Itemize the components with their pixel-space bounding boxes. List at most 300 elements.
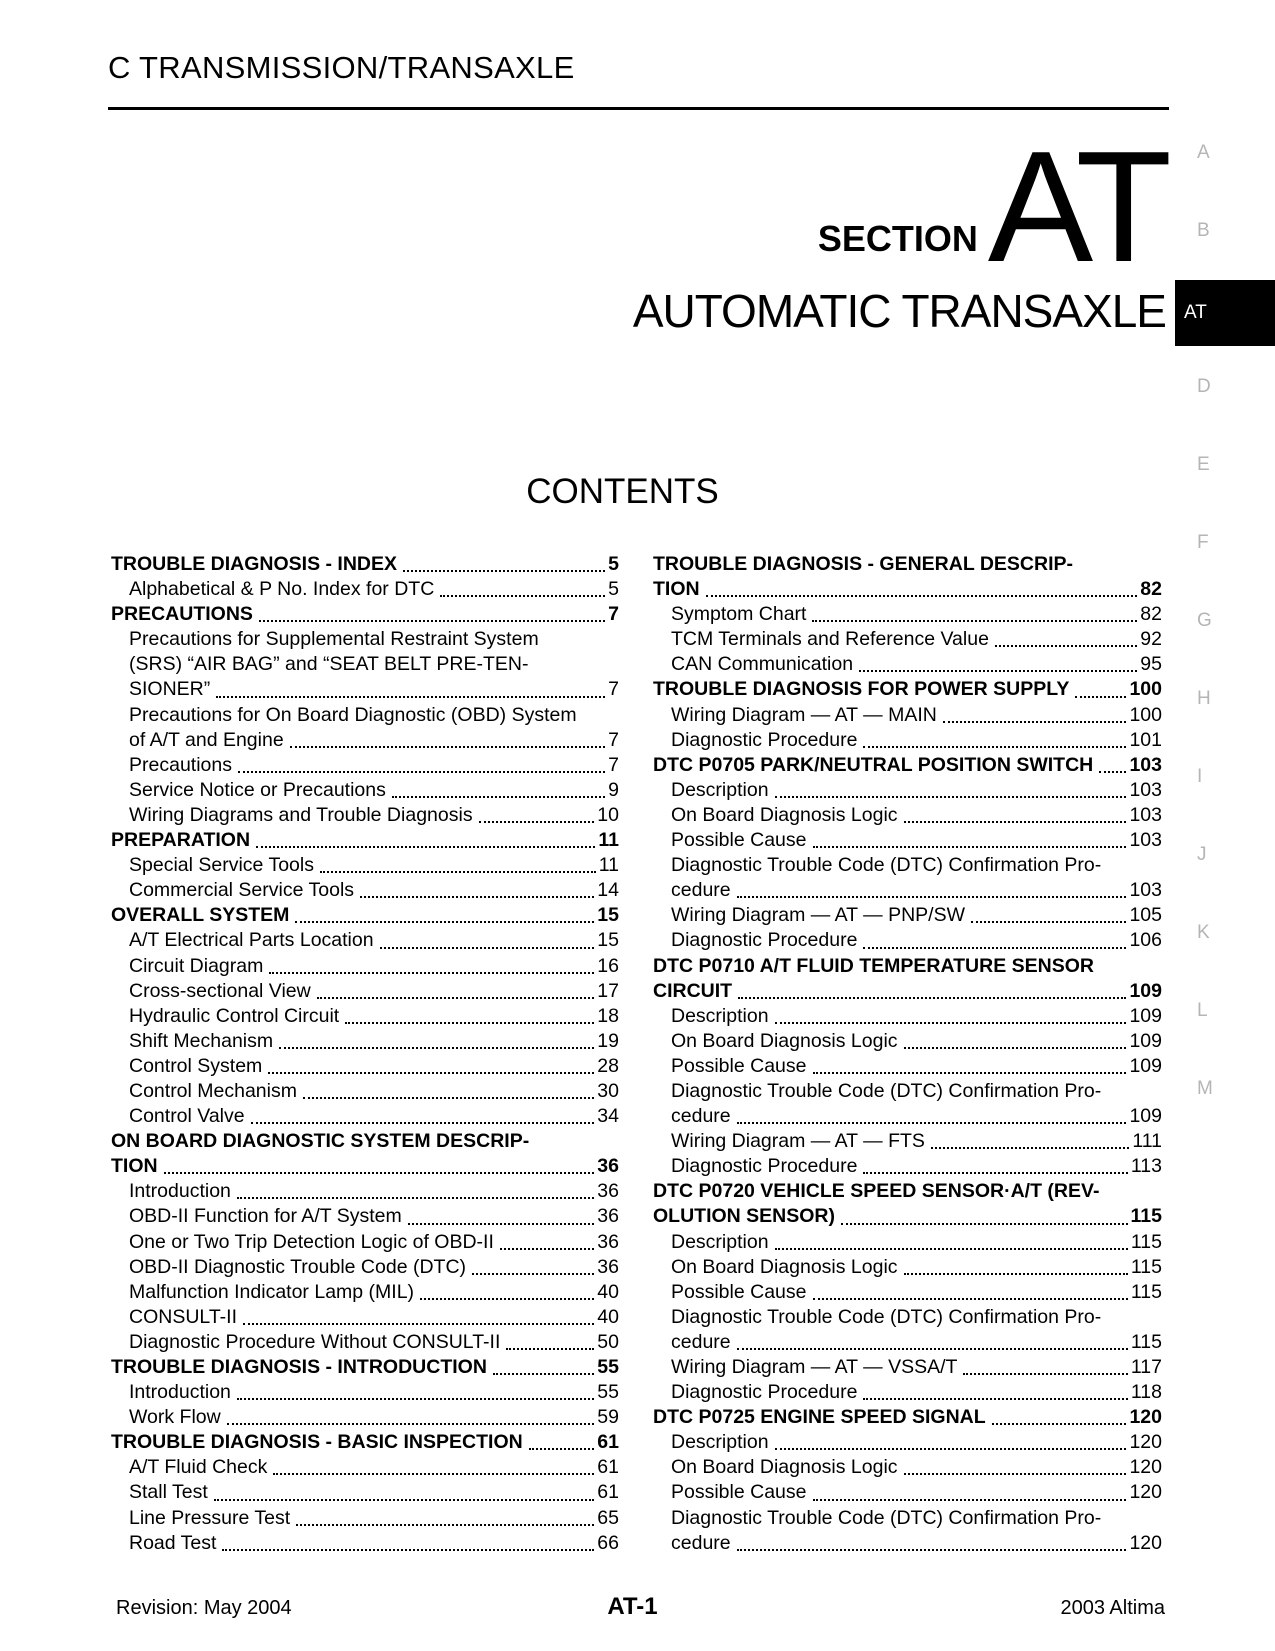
toc-entry[interactable] [653, 1104, 1162, 1129]
toc-entry-title: Wiring Diagram — AT — FTS [671, 1130, 925, 1153]
toc-entry-title: cedure [671, 879, 731, 902]
toc-entry-title: Service Notice or Precautions [129, 778, 386, 801]
toc-entry[interactable] [653, 1280, 1162, 1305]
toc-entry-title: CONSULT-II [129, 1305, 237, 1328]
toc-page-number: 16 [597, 954, 619, 977]
section-tab-b[interactable] [1175, 208, 1275, 274]
toc-leader-dots [813, 1487, 1127, 1501]
toc-entry[interactable] [111, 753, 619, 778]
toc-page-number: 17 [597, 979, 619, 1002]
toc-entry-title: cedure [671, 1105, 731, 1128]
toc-page-number: 111 [1132, 1130, 1162, 1153]
toc-page-number: 109 [1129, 1029, 1162, 1052]
toc-page-number: 7 [608, 603, 619, 626]
toc-page-number: 7 [608, 678, 619, 701]
toc-entry-title: OBD-II Diagnostic Trouble Code (DTC) [129, 1255, 467, 1278]
toc-entry-title: cedure [671, 1531, 731, 1554]
toc-entry[interactable] [111, 1330, 619, 1355]
toc-entry[interactable] [653, 627, 1162, 652]
section-tab-at[interactable] [1175, 280, 1275, 346]
toc-leader-dots [904, 1035, 1127, 1049]
toc-section-entry[interactable] [653, 677, 1162, 702]
toc-leader-dots [216, 684, 605, 698]
toc-page-number: 66 [597, 1531, 619, 1554]
toc-entry[interactable] [111, 677, 619, 702]
toc-section-entry[interactable] [653, 979, 1162, 1004]
toc-leader-dots [440, 583, 605, 597]
toc-leader-dots [317, 985, 595, 999]
section-tab-f[interactable] [1175, 520, 1275, 586]
toc-entry-title: Circuit Diagram [129, 954, 264, 977]
toc-page-number: 95 [1140, 653, 1162, 676]
toc-entry-title: Possible Cause [671, 829, 807, 852]
toc-entry-title: DTC P0725 ENGINE SPEED SIGNAL [653, 1406, 986, 1429]
toc-leader-dots [904, 809, 1127, 823]
toc-page-number: 118 [1130, 1381, 1162, 1404]
header-divider [108, 107, 1169, 110]
toc-entry[interactable] [111, 1480, 619, 1505]
toc-leader-dots [737, 1537, 1127, 1551]
toc-entry[interactable] [653, 1355, 1162, 1380]
toc-page-number: 109 [1129, 1004, 1162, 1027]
toc-entry-title: One or Two Trip Detection Logic of OBD-II [129, 1230, 494, 1253]
toc-leader-dots [392, 784, 605, 798]
toc-entry[interactable] [111, 1255, 619, 1280]
toc-section-entry[interactable] [111, 1430, 619, 1455]
toc-entry-title: TROUBLE DIAGNOSIS - INDEX [111, 553, 398, 575]
toc-page-number: 120 [1129, 1456, 1162, 1479]
toc-page-number: 34 [597, 1105, 619, 1128]
toc-entry-title: Diagnostic Procedure [671, 1155, 858, 1178]
toc-leader-dots [268, 1060, 594, 1074]
section-tab-label: A [1197, 142, 1210, 163]
toc-leader-dots [863, 734, 1126, 748]
toc-entry[interactable] [111, 979, 619, 1004]
toc-entry-title: Possible Cause [671, 1054, 807, 1077]
toc-entry-title: TROUBLE DIAGNOSIS - BASIC INSPECTION [111, 1431, 523, 1454]
toc-entry-title: Diagnostic Procedure [671, 929, 858, 952]
toc-entry-title: PREPARATION [111, 829, 251, 852]
toc-leader-dots [164, 1160, 595, 1174]
toc-entry-title: Hydraulic Control Circuit [129, 1004, 340, 1027]
toc-leader-dots [273, 1461, 594, 1475]
toc-entry-title: Wiring Diagram — AT — VSSA/T [671, 1356, 958, 1378]
toc-entry-continuation: Precautions for Supplemental Restraint System [129, 628, 539, 651]
section-tab-i[interactable] [1175, 754, 1275, 820]
toc-page-number: 109 [1129, 979, 1162, 1002]
toc-leader-dots [706, 583, 1138, 597]
toc-page-number: 61 [597, 1431, 619, 1454]
toc-entry[interactable] [653, 1054, 1162, 1079]
toc-leader-dots [222, 1537, 594, 1551]
section-tab-label: D [1197, 376, 1211, 397]
section-tab-label: B [1197, 220, 1210, 241]
toc-entry-title: A/T Electrical Parts Location [129, 929, 374, 952]
toc-page-number: 50 [597, 1330, 619, 1353]
toc-entry-title: CIRCUIT [653, 979, 733, 1002]
toc-leader-dots [904, 1261, 1128, 1275]
toc-entry-title: Description [671, 1230, 769, 1253]
toc-entry-title: PRECAUTIONS [111, 603, 253, 626]
toc-entry-title: A/T Fluid Check [129, 1456, 268, 1479]
toc-entry-title: On Board Diagnosis Logic [671, 1255, 898, 1278]
toc-section-entry[interactable] [111, 828, 619, 853]
toc-leader-dots [841, 1211, 1128, 1225]
toc-leader-dots [813, 1060, 1127, 1074]
toc-entry[interactable] [111, 1305, 619, 1330]
toc-leader-dots [738, 985, 1126, 999]
toc-entry-title: cedure [671, 1330, 731, 1353]
toc-leader-dots [931, 1135, 1129, 1149]
toc-entry[interactable] [653, 1430, 1162, 1455]
toc-entry[interactable] [653, 652, 1162, 677]
toc-entry[interactable] [111, 1506, 619, 1531]
toc-entry-title: Work Flow [129, 1406, 221, 1429]
toc-leader-dots [243, 1311, 594, 1325]
section-word: SECTION [817, 218, 978, 259]
toc-page-number: 11 [598, 829, 619, 852]
toc-page-number: 7 [608, 753, 619, 776]
toc-leader-dots [863, 1160, 1127, 1174]
toc-entry-title: Road Test [129, 1531, 217, 1554]
toc-leader-dots [472, 1261, 594, 1275]
toc-leader-dots [360, 884, 594, 898]
toc-entry[interactable] [111, 1204, 619, 1229]
toc-entry-continuation: DTC P0720 VEHICLE SPEED SENSOR·A/T (REV- [653, 1180, 1100, 1203]
toc-leader-dots [238, 759, 605, 773]
toc-leader-dots [963, 1361, 1127, 1375]
toc-entry[interactable] [111, 954, 619, 979]
toc-leader-dots [259, 608, 605, 622]
toc-leader-dots [529, 1436, 595, 1450]
toc-entry[interactable] [653, 703, 1162, 728]
toc-entry-title: OBD-II Function for A/T System [129, 1205, 402, 1228]
toc-page-number: 11 [598, 854, 619, 877]
section-tab-g[interactable] [1175, 598, 1275, 664]
toc-entry[interactable] [111, 1029, 619, 1054]
toc-entry-title: OLUTION SENSOR) [653, 1205, 836, 1228]
toc-page-number: 103 [1129, 879, 1162, 902]
section-heading [817, 119, 1166, 295]
toc-entry[interactable] [111, 1104, 619, 1129]
toc-leader-dots [479, 809, 595, 823]
toc-section-entry[interactable] [653, 753, 1162, 778]
toc-entry-title: Alphabetical & P No. Index for DTC [129, 578, 435, 601]
toc-entry-continuation: ON BOARD DIAGNOSTIC SYSTEM DESCRIP- [111, 1130, 530, 1153]
toc-entry-title: Control Mechanism [129, 1079, 297, 1102]
toc-entry-title: Wiring Diagrams and Trouble Diagnosis [129, 803, 473, 826]
toc-leader-dots [813, 834, 1127, 848]
section-name: AUTOMATIC TRANSAXLE [632, 285, 1166, 337]
toc-entry[interactable] [653, 728, 1162, 753]
toc-entry[interactable] [111, 1280, 619, 1305]
toc-entry[interactable] [653, 1129, 1162, 1154]
toc-entry[interactable] [111, 1179, 619, 1204]
toc-section-entry[interactable] [111, 602, 619, 627]
section-index-tabs [1175, 130, 1275, 1160]
toc-entry-title: Shift Mechanism [129, 1029, 274, 1052]
toc-page-number: 120 [1129, 1406, 1162, 1429]
toc-leader-dots [237, 1185, 594, 1199]
toc-page-number: 61 [597, 1481, 619, 1504]
toc-leader-dots [775, 1236, 1128, 1250]
toc-entry[interactable] [653, 1004, 1162, 1029]
toc-page-number: 9 [608, 778, 619, 801]
toc-page-number: 59 [597, 1406, 619, 1429]
toc-entry-title: Commercial Service Tools [129, 879, 355, 902]
toc-leader-dots [992, 1411, 1127, 1425]
toc-leader-dots [295, 909, 594, 923]
toc-page-number: 55 [597, 1356, 619, 1378]
toc-page-number: 103 [1129, 803, 1162, 826]
toc-section-entry[interactable] [111, 1355, 619, 1380]
toc-entry-title: SIONER” [129, 678, 211, 701]
toc-entry[interactable] [111, 1405, 619, 1430]
toc-page-number: 120 [1129, 1481, 1162, 1504]
toc-entry-title: Possible Cause [671, 1481, 807, 1504]
toc-right-column [653, 552, 1162, 1556]
toc-entry[interactable] [653, 928, 1162, 953]
toc-page-number: 109 [1129, 1054, 1162, 1077]
toc-entry[interactable] [653, 828, 1162, 853]
toc-page-number: 19 [597, 1029, 619, 1052]
toc-entry[interactable] [653, 878, 1162, 903]
toc-entry-title: On Board Diagnosis Logic [671, 803, 898, 826]
toc-entry-continuation: Diagnostic Trouble Code (DTC) Confirmation Pro- [671, 1305, 1102, 1328]
toc-leader-dots [904, 1461, 1127, 1475]
toc-page-number: 105 [1129, 904, 1162, 927]
toc-entry-title: Possible Cause [671, 1280, 807, 1303]
section-tab-h[interactable] [1175, 676, 1275, 742]
toc-entry[interactable] [111, 803, 619, 828]
toc-page-number: 5 [608, 553, 619, 575]
toc-entry-title: Introduction [129, 1381, 231, 1404]
section-tab-label: J [1197, 844, 1207, 865]
toc-page-number: 106 [1129, 929, 1162, 952]
toc-leader-dots [863, 1386, 1127, 1400]
toc-leader-dots [290, 734, 605, 748]
toc-leader-dots [812, 608, 1137, 622]
toc-entry[interactable] [653, 602, 1162, 627]
toc-entry-continuation: DTC P0710 A/T FLUID TEMPERATURE SENSOR [653, 954, 1094, 977]
toc-leader-dots [251, 1110, 595, 1124]
toc-leader-dots [995, 633, 1137, 647]
toc-page-number: 120 [1129, 1431, 1162, 1454]
toc-entry-title: TION [653, 578, 700, 601]
toc-entry[interactable] [653, 1480, 1162, 1505]
toc-entry-title: Symptom Chart [671, 603, 807, 626]
toc-entry[interactable] [653, 1154, 1162, 1179]
toc-entry-title: Special Service Tools [129, 854, 314, 877]
toc-entry[interactable] [653, 903, 1162, 928]
toc-entry-title: Control Valve [129, 1105, 245, 1128]
toc-section-entry[interactable] [111, 903, 619, 928]
toc-page-number: 113 [1130, 1155, 1162, 1178]
toc-leader-dots [943, 709, 1127, 723]
section-tab-label: E [1197, 454, 1210, 475]
toc-entry[interactable] [111, 728, 619, 753]
toc-leader-dots [214, 1487, 595, 1501]
toc-leader-dots [737, 1110, 1127, 1124]
toc-page-number: 5 [608, 578, 619, 601]
toc-entry-title: Wiring Diagram — AT — PNP/SW [671, 904, 965, 927]
toc-section-entry[interactable] [653, 1204, 1162, 1229]
toc-leader-dots [1099, 759, 1126, 773]
toc-entry[interactable] [653, 1531, 1162, 1556]
toc-entry-title: Control System [129, 1054, 263, 1077]
section-tab-m[interactable] [1175, 1066, 1275, 1132]
toc-leader-dots [269, 960, 594, 974]
section-tab-d[interactable] [1175, 364, 1275, 430]
section-code: AT [987, 119, 1166, 295]
toc-leader-dots [971, 909, 1126, 923]
toc-entry-title: Diagnostic Procedure Without CONSULT-II [129, 1330, 501, 1353]
toc-page-number: 36 [597, 1155, 619, 1178]
toc-entry[interactable] [653, 1455, 1162, 1480]
toc-entry-continuation: Diagnostic Trouble Code (DTC) Confirmation Pro- [671, 1079, 1102, 1102]
toc-leader-dots [775, 784, 1127, 798]
toc-entry-title: DTC P0705 PARK/NEUTRAL POSITION SWITCH [653, 753, 1094, 776]
chapter-title: C TRANSMISSION/TRANSAXLE [108, 50, 575, 85]
toc-page-number: 103 [1129, 829, 1162, 852]
toc-page-number: 36 [597, 1205, 619, 1228]
section-tab-j[interactable] [1175, 832, 1275, 898]
toc-entry-title: On Board Diagnosis Logic [671, 1029, 898, 1052]
toc-page-number: 115 [1130, 1205, 1162, 1228]
toc-section-entry[interactable] [653, 1405, 1162, 1430]
toc-leader-dots [320, 859, 596, 873]
toc-leader-dots [737, 884, 1127, 898]
toc-entry-title: TROUBLE DIAGNOSIS - INTRODUCTION [111, 1356, 487, 1378]
toc-leader-dots [863, 935, 1126, 949]
toc-page-number: 15 [597, 929, 619, 952]
toc-page-number: 18 [597, 1004, 619, 1027]
section-tab-l[interactable] [1175, 988, 1275, 1054]
toc-entry[interactable] [653, 1330, 1162, 1355]
toc-page-number: 82 [1140, 603, 1162, 626]
vehicle-model: 2003 Altima [1060, 1597, 1165, 1619]
toc-entry-title: Description [671, 778, 769, 801]
toc-page-number: 36 [597, 1180, 619, 1203]
toc-entry-title: Diagnostic Procedure [671, 1381, 858, 1404]
toc-leader-dots [279, 1035, 594, 1049]
toc-entry-title: Precautions [129, 753, 232, 776]
toc-page-number: 40 [597, 1280, 619, 1303]
toc-page-number: 40 [597, 1305, 619, 1328]
toc-page-number: 100 [1129, 678, 1162, 701]
toc-leader-dots [737, 1336, 1128, 1350]
section-tab-k[interactable] [1175, 910, 1275, 976]
toc-page-number: 61 [597, 1456, 619, 1479]
section-tab-label: H [1197, 688, 1211, 709]
toc-entry-title: Introduction [129, 1180, 231, 1203]
toc-entry-continuation: Precautions for On Board Diagnostic (OBD) System [129, 703, 577, 726]
toc-entry[interactable] [111, 853, 619, 878]
toc-leader-dots [500, 1236, 594, 1250]
toc-page-number: 101 [1129, 728, 1162, 751]
toc-page-number: 103 [1129, 778, 1162, 801]
toc-leader-dots [345, 1010, 594, 1024]
toc-page-number: 14 [597, 879, 619, 902]
section-tab-label: G [1197, 610, 1212, 631]
toc-entry[interactable] [111, 928, 619, 953]
toc-entry-title: Malfunction Indicator Lamp (MIL) [129, 1280, 415, 1303]
toc-page-number: 55 [597, 1381, 619, 1404]
toc-entry-title: OVERALL SYSTEM [111, 904, 290, 927]
toc-entry[interactable] [111, 1079, 619, 1104]
toc-entry-continuation: TROUBLE DIAGNOSIS - GENERAL DESCRIP- [653, 553, 1074, 575]
toc-entry-title: Line Pressure Test [129, 1506, 291, 1529]
toc-entry-title: Description [671, 1431, 769, 1454]
revision-date: Revision: May 2004 [116, 1597, 292, 1619]
toc-entry-title: On Board Diagnosis Logic [671, 1456, 898, 1479]
toc-section-entry[interactable] [653, 577, 1162, 602]
toc-entry[interactable] [111, 1004, 619, 1029]
toc-entry[interactable] [111, 1531, 619, 1556]
toc-entry[interactable] [653, 1230, 1162, 1255]
toc-page-number: 30 [597, 1079, 619, 1102]
toc-section-entry[interactable] [111, 1154, 619, 1179]
toc-entry-title: Wiring Diagram — AT — MAIN [671, 703, 937, 726]
toc-entry-title: Cross-sectional View [129, 979, 311, 1002]
section-tab-label: I [1197, 766, 1203, 787]
toc-page-number: 115 [1130, 1230, 1162, 1253]
page-number: AT-1 [607, 1593, 658, 1620]
toc-page-number: 117 [1130, 1356, 1162, 1378]
toc-page-number: 115 [1130, 1255, 1162, 1278]
toc-section-entry[interactable] [111, 552, 619, 577]
toc-entry[interactable] [111, 1054, 619, 1079]
toc-page-number: 10 [597, 803, 619, 826]
toc-left-column [111, 552, 619, 1556]
toc-entry-continuation: (SRS) “AIR BAG” and “SEAT BELT PRE-TEN- [129, 653, 529, 676]
toc-entry[interactable] [111, 1455, 619, 1480]
toc-entry-title: Description [671, 1004, 769, 1027]
toc-entry[interactable] [653, 1255, 1162, 1280]
section-tab-label: F [1197, 532, 1209, 553]
toc-leader-dots [380, 935, 595, 949]
toc-page-number: 65 [597, 1506, 619, 1529]
toc-page-number: 7 [608, 728, 619, 751]
toc-entry[interactable] [653, 803, 1162, 828]
toc-page-number: 120 [1129, 1531, 1162, 1554]
toc-entry-title: CAN Communication [671, 653, 854, 676]
toc-page-number: 115 [1130, 1280, 1162, 1303]
toc-entry[interactable] [111, 1380, 619, 1405]
section-tab-label: M [1197, 1078, 1213, 1099]
toc-leader-dots [775, 1010, 1127, 1024]
section-tab-a[interactable] [1175, 130, 1275, 196]
toc-leader-dots [859, 658, 1137, 672]
toc-entry-continuation: Diagnostic Trouble Code (DTC) Confirmation Pro- [671, 1506, 1102, 1529]
toc-entry[interactable] [111, 778, 619, 803]
toc-entry[interactable] [111, 1230, 619, 1255]
toc-entry-title: TION [111, 1155, 158, 1178]
toc-page-number: 92 [1140, 628, 1162, 651]
toc-entry[interactable] [111, 878, 619, 903]
toc-entry[interactable] [653, 778, 1162, 803]
toc-entry[interactable] [653, 1029, 1162, 1054]
toc-page-number: 115 [1130, 1330, 1162, 1353]
toc-leader-dots [775, 1436, 1127, 1450]
toc-entry[interactable] [111, 577, 619, 602]
toc-entry-continuation: Diagnostic Trouble Code (DTC) Confirmation Pro- [671, 854, 1102, 877]
toc-leader-dots [403, 558, 605, 572]
toc-leader-dots [493, 1361, 594, 1375]
toc-page-number: 82 [1140, 578, 1162, 601]
toc-entry[interactable] [653, 1380, 1162, 1405]
toc-entry-title: TROUBLE DIAGNOSIS FOR POWER SUPPLY [653, 678, 1070, 701]
